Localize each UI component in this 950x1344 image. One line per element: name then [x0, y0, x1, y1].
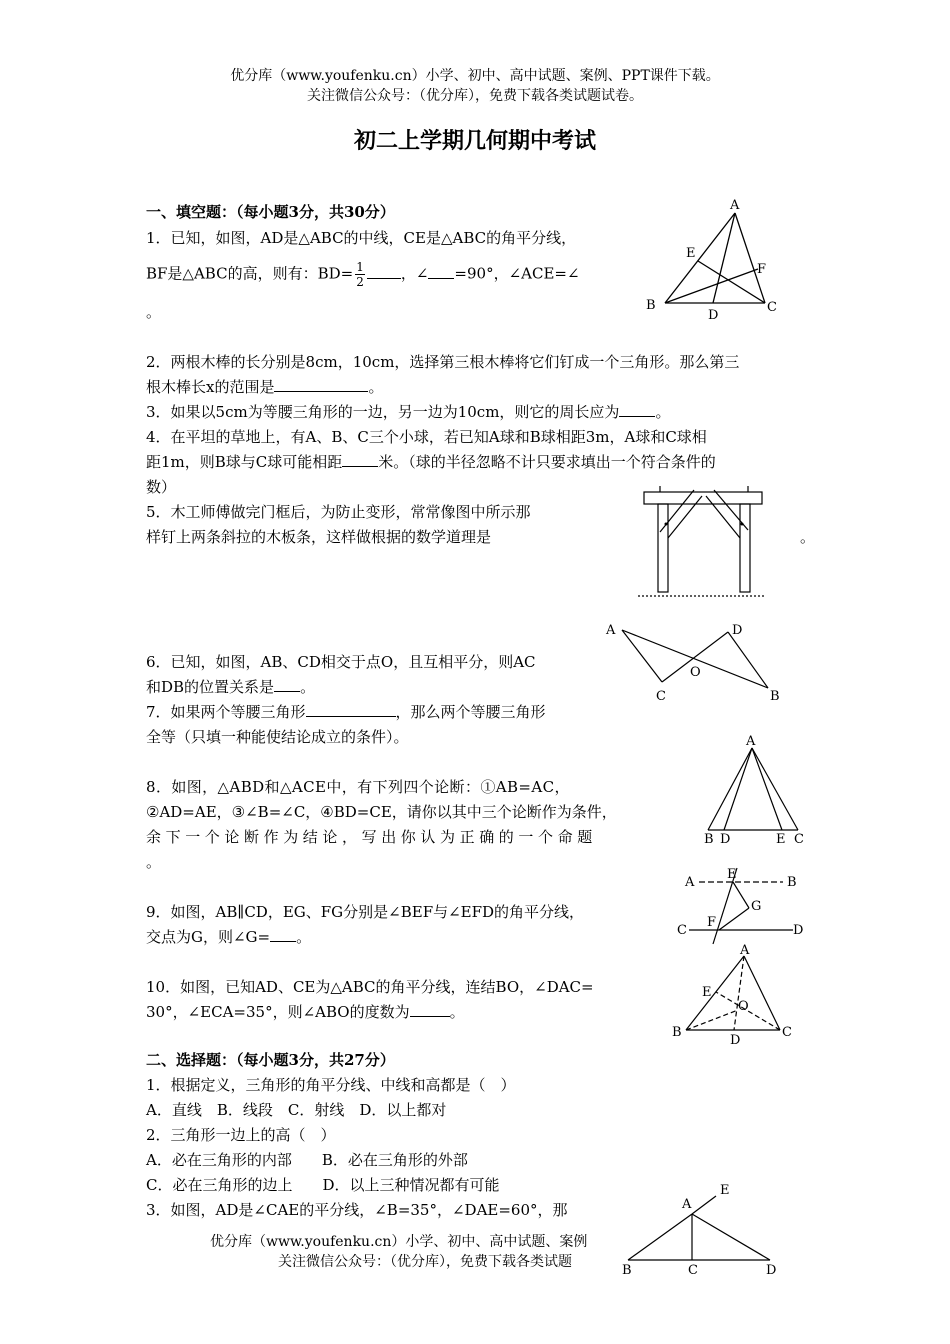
footer-line-2: 关注微信公众号：（优分库），免费下载各类试题 — [278, 1254, 572, 1270]
fig1-label-e: E — [686, 246, 696, 261]
fig6-label-o: O — [690, 665, 701, 680]
q6-line1: 6．已知，如图，AB、CD相交于点O，且互相平分，则AC — [146, 653, 536, 671]
q10-text: 30°，∠ECA=35°，则∠ABO的度数为 — [146, 1003, 410, 1021]
s2-q3: 3．如图，AD是∠CAE的平分线，∠B=35°，∠DAE=60°，那 — [146, 1201, 568, 1219]
fig9-label-c: C — [677, 923, 687, 938]
fig6-label-d: D — [732, 623, 743, 638]
s2-q1-options: A．直线 B．线段 C．射线 D．以上都对 — [146, 1101, 447, 1119]
q1-line2 — [146, 260, 580, 289]
q9-end: 。 — [296, 928, 312, 946]
figure-q6 — [600, 620, 790, 710]
q7-text: 7．如果两个等腰三角形 — [146, 703, 306, 721]
figs2q3-label-b: B — [622, 1263, 632, 1278]
q1-end: 。 — [146, 303, 162, 321]
header-line-1: 优分库（www.youfenku.cn）小学、初中、高中试题、案例、PPT课件下载。 — [230, 68, 720, 84]
fig6-label-c: C — [656, 689, 666, 704]
figure-q10 — [672, 944, 797, 1049]
figs2q3-label-d: D — [766, 1263, 777, 1278]
frac-num: 1 — [356, 260, 364, 274]
q1-line1: 1．已知，如图，AD是△ABC的中线，CE是△ABC的角平分线， — [146, 229, 577, 247]
q2-text: 根木棒长x的范围是 — [146, 378, 275, 396]
frac-den: 2 — [356, 275, 364, 289]
figure-q9 — [675, 862, 815, 947]
q7-rest: ，那么两个等腰三角形 — [395, 703, 546, 721]
fig1-label-f: F — [757, 262, 767, 277]
q1-blank-1[interactable] — [367, 262, 401, 279]
q10-line2 — [146, 1000, 465, 1025]
fig1-label-c: C — [767, 300, 777, 315]
q4-line3: 数） — [146, 478, 177, 496]
q3-end: 。 — [655, 403, 671, 421]
page-title: 初二上学期几何期中考试 — [353, 128, 596, 154]
fig10-label-e: E — [702, 985, 712, 1000]
fig8-label-c: C — [794, 832, 804, 847]
q10-blank[interactable] — [410, 1000, 450, 1017]
section2-heading: 二、选择题：（每小题3分，共27分） — [146, 1051, 395, 1069]
q9-text: 交点为G，则∠G= — [146, 928, 271, 946]
fig9-label-f: F — [707, 915, 717, 930]
fig8-label-b: B — [704, 832, 714, 847]
q9-blank[interactable] — [270, 925, 296, 942]
fig9-label-e: E — [727, 867, 737, 882]
q7-line2: 全等（只填一种能使结论成立的条件）。 — [146, 728, 409, 746]
fig10-label-o: O — [738, 999, 749, 1014]
q4-line2 — [146, 450, 716, 475]
q7-blank[interactable] — [306, 700, 396, 717]
q6-blank[interactable] — [274, 675, 300, 692]
s2-q2-options-1: A．必在三角形的内部 B．必在三角形的外部 — [146, 1151, 468, 1169]
figure-q8 — [700, 732, 810, 847]
q4-text: 距1m，则B球与C球可能相距 — [146, 453, 343, 471]
figs2q3-label-c: C — [688, 1263, 698, 1278]
s2-q2: 2．三角形一边上的高（ ） — [146, 1126, 336, 1144]
fig9-label-g: G — [751, 899, 762, 914]
q2-line2 — [146, 375, 383, 400]
fig10-label-a: A — [740, 944, 750, 958]
q7-line1 — [146, 700, 546, 725]
q4-rest: 米。（球的半径忽略不计只要求填出一个符合条件的 — [378, 453, 716, 471]
figs2q3-label-e: E — [720, 1183, 730, 1198]
fig6-label-a: A — [606, 623, 616, 638]
fig10-label-d: D — [730, 1033, 741, 1048]
q8-line4: 。 — [146, 853, 162, 871]
q5-line2: 样钉上两条斜拉的木板条，这样做根据的数学道理是 — [146, 528, 492, 546]
s2-q2-options-2: C．必在三角形的边上 D．以上三种情况都有可能 — [146, 1176, 500, 1194]
q5-end: 。 — [800, 528, 816, 546]
q2-blank[interactable] — [274, 375, 368, 392]
fig6-label-b: B — [770, 689, 780, 704]
q8-line3: 余下一个论断作为结论，写出你认为正确的一个命题 — [146, 828, 597, 846]
q1-blank-2[interactable] — [428, 262, 454, 279]
q6-line2 — [146, 675, 315, 700]
figure-s2-q3 — [620, 1178, 790, 1278]
fig8-label-e: E — [776, 832, 786, 847]
fig10-label-c: C — [782, 1025, 792, 1040]
fig9-label-d: D — [793, 923, 804, 938]
fraction-half — [355, 260, 365, 289]
fig1-label-a: A — [730, 198, 740, 213]
q1-mid2: =90°，∠ACE=∠ — [454, 264, 580, 283]
fig9-label-a: A — [685, 875, 695, 890]
q3-line — [146, 400, 670, 425]
q6-text: 和DB的位置关系是 — [146, 678, 275, 696]
fig9-label-b: B — [787, 875, 797, 890]
footer-line-1: 优分库（www.youfenku.cn）小学、初中、高中试题、案例 — [210, 1234, 588, 1250]
s2-q1: 1．根据定义，三角形的角平分线、中线和高都是（ ） — [146, 1076, 516, 1094]
fig1-label-d: D — [708, 308, 719, 323]
q2-end: 。 — [368, 378, 384, 396]
q2-line1: 2．两根木棒的长分别是8cm，10cm，选择第三根木棒将它们钉成一个三角形。那么第三 — [146, 353, 740, 371]
q6-end: 。 — [300, 678, 316, 696]
q4-line1: 4．在平坦的草地上，有A、B、C三个小球，若已知A球和B球相距3m，A球和C球相 — [146, 428, 707, 446]
header-line-2: 关注微信公众号：（优分库），免费下载各类试题试卷。 — [307, 88, 643, 104]
fig8-label-d: D — [720, 832, 731, 847]
q9-line1: 9．如图，AB∥CD，EG、FG分别是∠BEF与∠EFD的角平分线， — [146, 903, 585, 921]
q10-end: 。 — [449, 1003, 465, 1021]
q9-line2 — [146, 925, 311, 950]
q8-line2: ②AD=AE，③∠B=∠C，④BD=CE，请你以其中三个论断作为条件， — [146, 803, 617, 821]
fig8-label-a: A — [746, 734, 756, 749]
q5-line1: 5．木工师傅做完门框后，为防止变形，常常像图中所示那 — [146, 503, 531, 521]
figure-q5-door-frame — [630, 482, 770, 607]
q3-text: 3．如果以5cm为等腰三角形的一边，另一边为10cm，则它的周长应为 — [146, 403, 620, 421]
q1-mid1: ，∠ — [400, 264, 429, 283]
fig10-label-b: B — [672, 1025, 682, 1040]
fig1-label-b: B — [646, 298, 656, 313]
q3-blank[interactable] — [619, 400, 655, 417]
figure-q1 — [640, 195, 790, 325]
section1-heading: 一、填空题：（每小题3分，共30分） — [146, 203, 395, 221]
q8-line1: 8．如图，△ABD和△ACE中，有下列四个论断：①AB=AC， — [146, 778, 570, 796]
q1-prefix: BF是△ABC的高，则有：BD= — [146, 264, 354, 283]
q10-line1: 10．如图，已知AD、CE为△ABC的角平分线，连结BO，∠DAC= — [146, 978, 594, 996]
q4-blank[interactable] — [342, 450, 378, 467]
figs2q3-label-a: A — [682, 1197, 692, 1212]
